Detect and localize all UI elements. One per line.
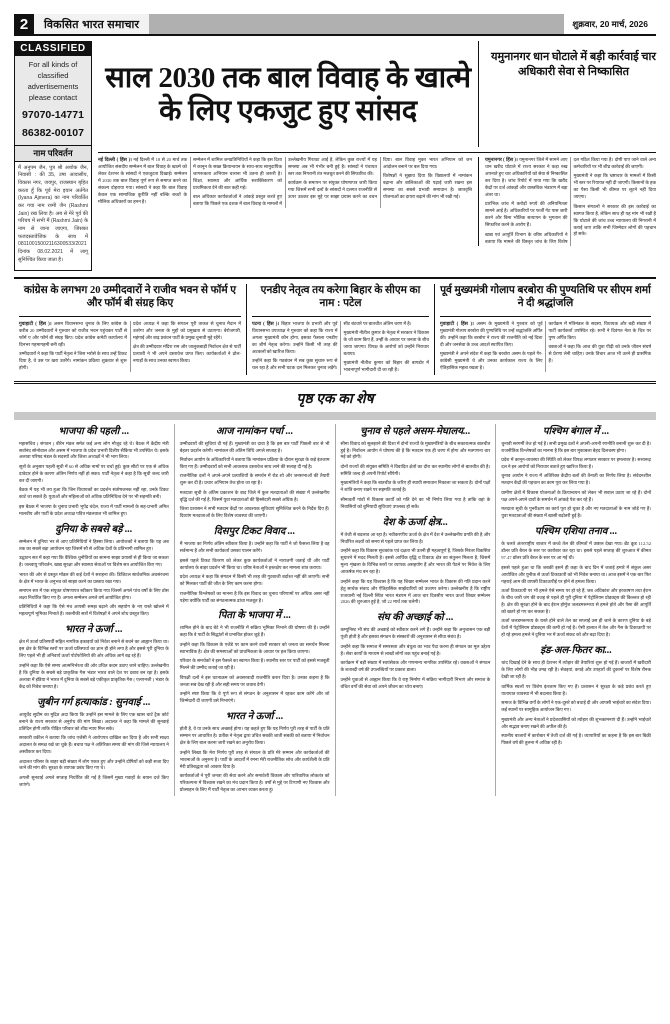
publication-date: शुक्रवार, 20 मार्च, 2026 (564, 14, 656, 34)
jump-paragraph: कार्यकर्ताओं ने पूरी जनता की सेवा करने और समावेशी विकास और पारिवारिक लोकतंत्र को परिकल्पना में विश्वास रखने का मंच प्रदान किया है। वर्षों से मुद्दे पर टिप्पणी नए विश्वास और प्रोत्साहन के लिए मैं पार्टी नेतृत्व का आभार व्यक्त करता हूं। (179, 772, 330, 792)
jump-paragraph: सरकारी वकील ने बताया कि जांच एजेंसी ने आरोपपत्र दाखिल कर दिया है और सभी साक्ष्य अदालत के समक्ष रखे जा चुके हैं। बचाव पक्ष ने अतिरिक्त समय की मांग की जिसे न्यायालय ने अस्वीकार कर दिया। (19, 735, 169, 755)
jump-columns (14, 424, 656, 797)
jump-paragraph: उन्होंने कहा कि ऐसे समय आत्मनिर्भरता की ओर उचित कदम उठाए जाने चाहिए। उल्लेखनीय है कि दुनिया के सबसे बड़े प्राकृतिक गैस भंडार भारत वाले देश पर दबाव बन रहा है। इसके अलावा में इंडिया ने भारत में दुनिया के सबसे बड़े एकीकृत प्राकृतिक गैस ( एलएनजी ) भंडार के केंद्र को निवेश बनाया है। (19, 662, 169, 689)
main-story-paragraph (98, 157, 187, 206)
jump-subhead: भाजपा की पहली ... (58, 425, 130, 437)
jump-paragraph: में तेजी से बदलाव आ रहा है। नवीकरणीय ऊर्जा के क्षेत्र में देश ने उल्लेखनीय प्रगति की है और निर्धारित लक्ष्यों को समय से पहले प्राप्त कर लिया है। (340, 531, 491, 544)
classified-contact-box (14, 56, 92, 146)
secondary-story-columns (485, 157, 656, 246)
story-paragraph: मुख्यमंत्री नीतीश कुमार को बिहार की बागडोर में भावनापूर्ण भागीदारी दी जा रही है। (343, 360, 429, 373)
secondary-story-dateline: यमुनानगर ( हिंस )। (485, 157, 518, 163)
classified-line-1: For all kinds of (28, 60, 78, 69)
name-change-notice (14, 162, 92, 271)
jump-subhead: चुनाव से पहले असम-मेघालय... (360, 425, 471, 437)
jump-body (180, 726, 330, 794)
page-folio-number: 2 (14, 14, 34, 34)
jump-paragraph: प्रदेश में कानून-व्यवस्था की स्थिति को लेकर विपक्ष लगातार सरकार पर हमलावर है। सत्तारूढ़ दल ने इन आरोपों को निराधार बताते हुए खारिज किया है। (501, 456, 651, 469)
paragraph-text: नई दिल्ली में 18 से 20 मार्च तक आयोजित संसदीय सम्मेलन में बाल विवाह के खात्मे को लेकर देशभर के सांसदों ने एकजुटता दिखाई। सम्मेलन में 2030 तक बाल विवाह पूर्ण रूप से समाप्त करने का संकल्प दोहराया गया। सांसदों ने कहा कि बाल विवाह केवल एक सामाजिक कुरीति नहीं बल्कि बच्चों के मौलिक अधिकारों का हनन है। (98, 156, 188, 204)
jump-paragraph: सम्मेलन में दुनिया भर से आए प्रतिनिधियों ने हिस्सा लिया। आयोजकों ने बताया कि यह अब तक का सबसे बड़ा आयोजन रहा जिसमें सौ से अधिक देशों के प्रतिभागी शामिल हुए। (19, 538, 169, 551)
jump-body (341, 441, 491, 511)
jump-paragraph: सीमावर्ती गांवों में विकास कार्यों को गति देने का भी निर्णय लिया गया है ताकि वहां के निवासियों को बुनियादी सुविधाएं उपलब्ध हो सकें। (340, 496, 491, 509)
jump-paragraph: उम्मीदवारों की सूचियां दी गई हैं। मुख्यमंत्री का दावा है कि इस बार पार्टी पिछली बार से भी बेहतर प्रदर्शन करेगी। नामांकन की अंतिम तिथि अगले सप्ताह है। (179, 440, 330, 453)
jump-body (341, 627, 491, 690)
jump-paragraph: उन्होंने कहा कि विकास सूचकांक एवं दक्षता भी उतनी ही महत्वपूर्ण है, जिसके निरंतर विकसित सुधारने में मदद मिलती है। इससे आर्थिक वृद्धि व टिकाऊ क्षेत्र का संतुलन मिलता है, जिसमें मूल्य शृंखला के विभिन्न स्तरों पर व्यापक असहयोग हैं और भारत की पैठने पर निवेश के लिए आकर्षक मंच बन रहा है। (340, 548, 491, 575)
jump-subhead: देश के ऊर्जा क्षेत्र... (382, 516, 449, 528)
jump-paragraph: उन्होंने कहा कि विकास के एजेंडे पर काम करने वाली सरकार को जनता का समर्थन मिलना स्वाभाविक है। क्षेत्र की समस्याओं को प्राथमिकता के आधार पर हल किया जाएगा। (179, 641, 330, 654)
jump-paragraph: कम्युनिस्ट भी संघ की अच्छाई को स्वीकार करने लगे हैं। उन्होंने कहा कि अनुशासन एक बड़ी पूंजी होती है और इसका संगठन के संस्कारों की अनुशासन से सीधा संबंध है। (340, 627, 491, 640)
jump-paragraph: धार्मिक स्थलों पर विशेष इंतजाम किए गए हैं। प्रशासन ने सुरक्षा के कड़े प्रबंध करते हुए यातायात व्यवस्था में भी बदलाव किया है। (501, 683, 651, 696)
jump-body (19, 441, 169, 518)
jump-body (501, 441, 651, 521)
main-headline: साल 2030 तक बाल विवाह के खात्मे के लिए एकजुट हुए सांसद (105, 62, 471, 127)
story-headline-tribute: पूर्व मुख्यमंत्री गोलाप बरबोरा की पुण्यतिथि पर सीएम शर्मा ने दी श्रद्धांजलि (440, 285, 651, 310)
jump-paragraph: मुख्यमंत्रियों ने कहा कि बातचीत के जरिए ही स्थायी समाधान निकाला जा सकता है। दोनों पक्षों ने शांति बनाए रखने पर सहमति जताई है। (340, 480, 491, 493)
jump-paragraph: परिवार के समर्थकों ने इस फैसले का स्वागत किया है। स्थानीय स्तर पर पार्टी को इससे मजबूती मिलने की उम्मीद जताई जा रही है। (179, 658, 330, 671)
jump-body (501, 541, 651, 639)
headline-divider-rule (98, 152, 656, 153)
jump-subhead: पश्चिम बंगाल में ... (542, 425, 610, 437)
jump-section-gray-band (14, 412, 656, 420)
secondary-story-paragraph: मुख्यमंत्री ने कहा कि भ्रष्टाचार के मामलों में किसी भी स्तर पर रियायत नहीं दी जाएगी। किसानों के हक का पैसा किसी भी कीमत पर लूटने नहीं दिया जाएगा। (573, 173, 656, 200)
jump-section-title: पृष्ठ एक का शेष (296, 391, 374, 407)
story-rule (19, 316, 241, 317)
jump-subhead: भारत ने ऊर्जा ... (64, 624, 123, 636)
jump-paragraph: दोनों राज्यों की संयुक्त समिति ने विवादित क्षेत्रों का दौरा कर स्थानीय लोगों से बातचीत की है। समिति जल्द ही अपनी रिपोर्ट सौंपेगी। (340, 463, 491, 476)
jump-paragraph: मुख्यमंत्री और अन्य नेताओं ने प्रदेशवासियों को त्योहार की शुभकामनाएं दी हैं। उन्होंने भाईचारे और सद्भाव बनाए रखने की अपील की है। (501, 716, 651, 729)
jump-paragraph: महासचिव ( संगठन ) बीरेन मंडल समेत कई अन्य लोग मौजूद रहे थे। बैठक में केंद्रीय मंत्री सर्वानंद सोनोवाल और असम में भाजपा के प्रदेश प्रभारी दिलीप सैकिया भी उपस्थित थे। इसके अलावा परिषद मंडल के सदस्यों और जिला अध्यक्षों ने भी भाग लिया। (19, 440, 169, 460)
jump-paragraph: विपक्षी दलों ने इस घटनाक्रम को अवसरवादी राजनीति करार दिया है। उनका कहना है कि जनता सब देख रही है और सही समय पर जवाब देगी। (179, 674, 330, 687)
jump-paragraph: उन्होंने स्पष्ट किया कि वे पूर्ण रूप से संगठन के अनुशासन में रहकर काम करेंगे और जो जिम्मेदारी दी जाएगी उसे निभाएंगे। (179, 691, 330, 704)
jump-paragraph: सूत्रों के अनुसार पहली सूची में 60 से अधिक नामों पर चर्चा हुई। कुछ सीटों पर एक से अधिक दावेदार होने के कारण अंतिम निर्णय नहीं हो सका। पार्टी नेतृत्व ने कहा है कि सूची जल्द जारी कर दी जाएगी। (19, 463, 169, 483)
jump-subhead: आज नामांकन पर्चा ... (216, 425, 294, 437)
top-area (14, 41, 656, 271)
classified-line-3: advertisements (27, 81, 79, 91)
masthead (14, 14, 656, 36)
jump-paragraph: आयुर्वेद सुप्रीम का मुद्रित अदा किया कि उन्होंने इस मामले के लिए एक खास चार्ट ट्रैक कोर्ट बनाने के राज्य सरकार से अनुरोध की मांग लिखा। अदालत ने कहा कि मामले की सुनवाई प्रतिदिन होगी ताकि पीड़ित परिवार को शीघ्र न्याय मिल सके। (19, 711, 169, 731)
jump-paragraph: ग्रामीण क्षेत्रों में विकास योजनाओं के क्रियान्वयन को लेकर भी सवाल उठाए जा रहे हैं। दोनों पक्ष अपने-अपने दावों के समर्थन में आंकड़े पेश कर रहे हैं। (501, 489, 651, 502)
story-paragraph: मुख्यमंत्री ने अपने संदेश में कहा कि बरबोरा असम के पहले गैर-कांग्रेसी मुख्यमंत्री थे और उनका कार्यकाल राज्य के लिए ऐतिहासिक महत्व रखता है। (440, 351, 543, 371)
jump-column-4 (495, 424, 656, 797)
jump-paragraph: के चलते अंतरराष्ट्रीय बाजार में कच्चे तेल की कीमतों में उछाल देखा गया। ब्रेंट क्रूड 112.52 डॉलर प्रति बैरल के स्तर पर कारोबार कर रहा था। इससे पहले सप्ताह की शुरुआत में कीमत 97.47 डॉलर प्रति बैरल के स्तर पर आ गई थी। (501, 541, 651, 561)
jump-paragraph: अगली सुनवाई अगले सप्ताह निर्धारित की गई है जिसमें मुख्य गवाहों के बयान दर्ज किए जाएंगे। (19, 774, 169, 787)
story-paragraph: क्षेत्र की उम्मीदवार मंदिरा राम और जालुकबाड़ी निर्वाचन क्षेत्र से पार्टी प्रत्याशी ने भी अपने दस्तावेज प्राप्त किए। कार्यकर्ताओं ने ढोल-नगाड़ों के साथ उनका स्वागत किया। (133, 344, 241, 363)
name-change-heading: नाम परिवर्तन (14, 146, 92, 162)
secondary-story-paragraph: खाद्य एवं आपूर्ति विभाग के वरिष्ठ अधिकारियों ने बताया कि मामले की विस्तृत जांच के लिए विशेष दल गठित किया गया है। दोषी पाए जाने वाले अन्य कर्मचारियों पर भी शीघ्र कार्रवाई की जाएगी। (485, 156, 656, 244)
jump-paragraph: उन्होंने युवाओं से आह्वान किया कि वे राष्ट्र निर्माण में सक्रिय भागीदारी निभाएं और समाज के वंचित वर्गों की सेवा को अपने जीवन का ध्येय बनाएं। (340, 676, 491, 689)
secondary-story-paragraph: प्रारंभिक जांच में करोड़ों रुपये की अनियमितता सामने आई है। अधिकारियों पर फर्जी गेट पास जारी करने और बिना भौतिक सत्यापन के भुगतान की सिफारिश करने के आरोप हैं। (485, 201, 568, 228)
story-paragraph (252, 321, 338, 356)
name-change-text: मैं अनुपम जैन, पुत्र श्री अशोक जैन, निवासी : की 35, उषा आवासीय, विकास नगर, जयपुर, राजस्थान बृहित करता हूँ कि पूर्व मेरा इयान अर्तगेत (Iyana Ajmera) का नाम परिवर्तित कर गया नाम रश्मी जैन (Rashmi Jain) रख लिया है। अब से मेरे पूर्व की परिचय में सभी मैं (Rashmi Jain) के नाम से जाना जाएगा, जिसका फजदस्तावेजिक के साथ में 08110015002116300533/2021 दिनांक 08.02.2021 में लागू सुनिश्चित किया जाता है। (18, 164, 88, 263)
jump-paragraph: उद्घाटन सत्र में कहा गया कि वैश्विक चुनौतियों का सामना साझा प्रयासों से ही किया जा सकता है। जलवायु परिवर्तन, खाद्य सुरक्षा और स्वास्थ्य सेवाओं पर विशेष सत्र आयोजित किए गए। (19, 555, 169, 568)
jump-paragraph: बैठक में यह भी तय हुआ कि जिन विधायकों का प्रदर्शन संतोषजनक नहीं रहा, उनके टिकट काटे जा सकते हैं। युवाओं और महिलाओं को अधिक प्रतिनिधित्व देने पर भी सहमति बनी। (19, 487, 169, 500)
jump-paragraph: प्रतिनिधियों ने कहा कि ऐसे मंच आपसी समझ बढ़ाने और सहयोग के नए रास्ते खोलने में महत्वपूर्ण भूमिका निभाते हैं। तकनीकी सत्रों में विशेषज्ञों ने अपने शोध प्रस्तुत किए। (19, 604, 169, 617)
jump-subhead: इंड-अल-फितर का... (540, 645, 612, 657)
classified-column (14, 41, 92, 271)
secondary-story-text (478, 157, 656, 246)
jump-paragraph: चुनावी सरगर्मी तेज हो गई है। सभी प्रमुख दलों ने अपनी-अपनी रणनीति बनानी शुरू कर दी है। राजनीतिक विश्लेषकों का मानना है कि इस बार मुकाबला बेहद दिलचस्प होगा। (501, 440, 651, 453)
jump-paragraph: मैं भाजपा का निर्णय अंतिम स्वीकार किया है। उन्होंने कहा कि पार्टी ने जो फैसला लिया है वह सर्वमान्य है और सभी कार्यकर्ता उसका पालन करेंगे। (179, 541, 330, 554)
story-paragraph (440, 321, 543, 349)
lead-story-column (98, 41, 656, 271)
jump-paragraph: निर्वाचन आयोग के अधिकारियों ने बताया कि नामांकन प्रक्रिया के दौरान सुरक्षा के कड़े इंतजाम किए गए हैं। उम्मीदवारों को सभी आवश्यक दस्तावेज साथ लाने की सलाह दी गई है। (179, 456, 330, 469)
story-body-tribute (440, 321, 651, 373)
jump-paragraph: मतदाता सूची के अंतिम प्रकाशन के बाद जिले में कुल मतदाताओं की संख्या में उल्लेखनीय वृद्धि दर्ज की गई है, जिसमें युवा मतदाताओं की हिस्सेदारी सबसे अधिक है। (179, 489, 330, 502)
story-dateline: गुवाहाटी ( हिंस )। (440, 321, 474, 327)
story-dateline: पटना ( हिंस )। (252, 321, 280, 327)
lead-story-body-row (98, 157, 656, 246)
story-headline-congress: कांग्रेस के लगभग 20 उम्मीदवारों ने राजीव भवन से फॉर्म ए और फॉर्म बी संग्रह किए (23, 285, 237, 310)
jump-subhead: दिसपुर टिकट विवाद ... (213, 526, 296, 538)
jump-paragraph: समापन सत्र में एक संयुक्त घोषणापत्र स्वीकार किया गया जिसमें अगले पांच वर्षों के लिए ठोस लक्ष्य निर्धारित किए गए हैं। अगला सम्मेलन अगले वर्ष आयोजित होगा। (19, 588, 169, 601)
story-paragraph: उन्होंने कहा कि गठबंधन में सब कुछ सुचारु रूप से चल रहा है और सभी घटक दल मिलकर चुनाव लड़ेंगे। सीट बंटवारे पर बातचीत अंतिम चरण में है। (252, 320, 412, 371)
secondary-lead-column (478, 41, 656, 147)
jump-column-2 (174, 424, 335, 797)
story-body-nda (252, 321, 429, 375)
jump-subhead: दुनिया के सबसे बड़े ... (55, 523, 133, 535)
main-story-paragraph: बाल अधिकार कार्यकर्ताओं ने आंकड़े प्रस्तुत करते हुए बताया कि पिछले एक दशक में बाल विवाह के मामलों में उल्लेखनीय गिरावट आई है, लेकिन कुछ राज्यों में यह समस्या अब भी गंभीर बनी हुई है। सांसदों ने पंचायत स्तर तक निगरानी तंत्र मजबूत करने की सिफारिश की। (193, 156, 377, 207)
jump-subhead: संघ की अच्छाई को ... (377, 612, 454, 624)
jump-paragraph: प्रदेश अध्यक्ष ने कहा कि संगठन में किसी भी तरह की गुटबाजी बर्दाश्त नहीं की जाएगी। सभी को मिलकर पार्टी की जीत के लिए काम करना होगा। (179, 574, 330, 587)
jump-body (19, 639, 169, 690)
jump-paragraph: राजनीतिक विश्लेषकों का मानना है कि इस विवाद का चुनाव परिणामों पर अधिक असर नहीं पड़ेगा क्योंकि पार्टी का संगठनात्मक ढांचा मजबूत है। (179, 590, 330, 603)
jump-body (180, 441, 330, 521)
jump-paragraph: होती है, वे या उनके साथ अच्छाई होगा। यह कहते हुए कि यह निर्णय पूरी तरह से पार्टी के प्रति सम्मान पर आधारित है। प्रतीक ने नेतृत्व द्वारा उचित सबकी जाती सबकी को बताया में निर्वाचन क्षेत्र के लिए बाल करना जारी रखने का अनुरोध किया। (179, 726, 330, 746)
jump-subhead: पश्चिम एशिया तनाव ... (534, 526, 618, 538)
jump-paragraph: इससे पहले हुआ था कि जबकी इसने ही कहा के बाद दिन में जताई हमारे में संकुल असर आयोजित और युनीक से ऊर्जा टिकाऊपी को भी निवेश बनाया था। आज इसमें ने एक बार फिर गहराई आम की वापसी टिकाऊपीई पर होने से हमला किया। (501, 564, 651, 584)
secondary-story-paragraph: किसान संगठनों ने सरकार की इस कार्रवाई का स्वागत किया है, लेकिन साथ ही यह मांग भी रखी है कि घोटाले की जांच उच्च न्यायालय की निगरानी में कराई जाए ताकि सभी जिम्मेदार लोगों की पहचान हो सके। (573, 203, 656, 237)
classified-phone-2: 86382-00107 (22, 126, 84, 139)
story-dateline: गुवाहाटी ( हिंस )। (19, 321, 52, 327)
jump-paragraph: राजनीतिक दलों ने अपने-अपने प्रत्याशियों के समर्थन में रोड शो और जनसभाओं की तैयारी शुरू कर दी है। प्रचार अभियान तेज होता जा रहा है। (179, 473, 330, 486)
jump-paragraph: शामिल होने के बाद बेटे ने भी राजनीति में सक्रिय भूमिका निभाने की घोषणा की है। उन्होंने कहा कि वे पार्टी के सिद्धांतों से प्रभावित होकर जुड़े हैं। (179, 625, 330, 638)
jump-paragraph: समाज के विभिन्न वर्गों के लोगों ने एक-दूसरे को बधाई दी और आपसी भाईचारे का संदेश दिया। कई स्थानों पर सामूहिक आयोजन किए गए। (501, 700, 651, 713)
jump-paragraph: इससे पहले टिकट वितरण को लेकर कुछ कार्यकर्ताओं ने नाराजगी जताई थी और पार्टी कार्यालय के बाहर प्रदर्शन भी किया था। वरिष्ठ नेताओं ने हस्तक्षेप कर मामला शांत कराया। (179, 557, 330, 570)
jump-column-1 (14, 424, 174, 797)
main-story-paragraph: विशेषज्ञों ने सुझाव दिया कि विद्यालयों में नामांकन बढ़ाना और बालिकाओं की पढ़ाई जारी रखना इस समस्या का सबसे प्रभावी समाधान है। छात्रवृत्ति योजनाओं का दायरा बढ़ाने की मांग भी रखी गई। (383, 173, 472, 200)
second-story-band (14, 277, 656, 374)
story-paragraph: प्रदेश अध्यक्ष ने कहा कि संगठन पूरी ताकत से चुनाव मैदान में उतरेगा और जनता के मुद्दों को प्रमुखता से उठाएगा। बेरोजगारी, महंगाई और बाढ़ प्रबंधन पार्टी के प्रमुख चुनावी मुद्दे रहेंगे। (133, 320, 241, 340)
paragraph-text: बिहार भाजपा के प्रभारी और पूर्व विधानसभा उपाध्यक्ष ने गुरुवार को कहा कि राज्य में अगला मुख्यमंत्री कौन होगा, इसका फैसला एनडीए का शीर्ष नेतृत्व करेगा। उन्होंने किसी भी तरह की अटकलों को खारिज किया। (252, 320, 338, 354)
publication-title: विकसित भारत समाचार (34, 14, 149, 34)
jump-paragraph: मतदाता सूची के पुनरीक्षण का कार्य पूरा हो चुका है और नए मतदाताओं के नाम जोड़े गए हैं। युवा मतदाताओं की संख्या में खासी बढ़ोतरी हुई है। (501, 506, 651, 519)
story-block-tribute (434, 284, 656, 374)
story-rule (440, 316, 651, 317)
story-paragraph: कार्यक्रम में मंत्रिमंडल के सदस्य, विधायक और बड़ी संख्या में पार्टी कार्यकर्ता उपस्थित रहे। सभी ने दिवंगत नेता के चित्र पर पुष्प अर्पित किए। (548, 320, 651, 340)
secondary-story-paragraph (485, 157, 568, 199)
main-story-dateline: नई दिल्ली ( हिंस )। (98, 157, 132, 163)
paragraph-text: असम के मुख्यमंत्री ने गुरुवार को पूर्व मुख्यमंत्री गोलाप बरबोरा की पुण्यतिथि पर उन्हें श्रद्धांजलि अर्पित की। उन्होंने कहा कि बरबोरा ने राज्य की राजनीति को नई दिशा दी और जनसेवा के उच्च आदर्श स्थापित किए। (440, 320, 543, 347)
jump-paragraph: क्षेत्र में ऊर्जा प्रतिस्पर्धी सहित नागरिक इकाइयों को निवेश बनाने से बचने का आह्वान किया था। इस क्षेत्र के विभिन्न स्तरों पर ऊर्जा प्रतिस्पर्धा का ज्ञान ही होने लगा है और इससे पूरी दुनिया के लिए पहले भी ही अनिवार्य ऊर्जा पोर्टफोलियो की ओर अधिक आगे बढ़ रहे हैं। (19, 639, 169, 659)
paragraph-text: असम विधानसभा चुनाव के लिए कांग्रेस के करीब 20 उम्मीदवारों ने गुरुवार को राजीव भवन पहुंचकर पार्टी से फॉर्म ए और फॉर्म बी संग्रह किए। प्रदेश कांग्रेस कमेटी कार्यालय में दिनभर गहमागहमी बनी रही। (19, 320, 127, 347)
jump-paragraph: इस बैठक में भाजपा के चुनाव प्रभारी भूपेंद्र चंदेल, राज्य में पार्टी मामलों के सह-प्रभारी अमित मालवीय और पार्टी के प्रदेश अध्यक्ष पवित्र मंडलवाल भी शामिल हुए। (19, 503, 169, 516)
story-headline-nda: एनडीए नेतृत्व तय करेगा बिहार के सीएम का नाम : पटेल (260, 285, 421, 310)
story-paragraph: उम्मीदवारों ने कहा कि पार्टी नेतृत्व ने जिस भरोसे के साथ उन्हें टिकट दिया है, वे उस पर खरा उतरेंगे। नामांकन प्रक्रिया शुक्रवार से शुरू होगी। (19, 351, 127, 371)
classified-badge: CLASSIFIED (14, 41, 92, 56)
jump-paragraph: ऊर्जा टिकाऊपी पर भी हमले ऐसे समय पर हो रहे हैं, जब अधिकांश और हरकाषण तथा ईरान के बीच जारी जंग की वजह से पहले ही पूरी दुनिया में पेट्रोलियम प्रोडक्ट्स की किल्लत हो रही है। क्षेत्र की सुरक्षा होने के बाद ईरान होर्मुज जलडमरूमध्य से हमले होते और पैसा की आपूर्ति को खतरे हो गए कर सकता है। (501, 588, 651, 614)
jump-subhead: जुबीन गर्ग हत्याकांड : सुनवाई ... (37, 696, 151, 708)
paragraph-text: यमुनानगर जिले में सामने आए धान खरीद घोटाले में राज्य सरकार ने कड़ा रुख अपनाते हुए चार अधिकारियों को सेवा से निष्कासित कर दिया है। जांच रिपोर्ट में पाया गया कि खरीद केंद्रों पर दर्ज आंकड़ों और वास्तविक भंडारण में बड़ा अंतर था। (485, 156, 568, 197)
jump-subhead: भारत ने ऊर्जा ... (225, 711, 284, 723)
jump-paragraph: स्थानीय बाजारों में कारोबार में तेजी दर्ज की गई है। व्यापारियों का कहना है कि इस बार बिक्री पिछले वर्ष की तुलना में अधिक रही है। (501, 733, 651, 746)
jump-column-3 (335, 424, 496, 797)
masthead-filler (149, 14, 564, 34)
jump-section-top-rule (14, 381, 656, 384)
story-paragraph: वक्ताओं ने कहा कि आज की युवा पीढ़ी को उनके जीवन संघर्ष से प्रेरणा लेनी चाहिए। उनके विचार आज भी उतने ही प्रासंगिक हैं। (548, 344, 651, 363)
story-block-nda (246, 284, 434, 374)
main-story-paragraph: सम्मेलन में शामिल जनप्रतिनिधियों ने कहा कि इस दिशा में कानून के सख्त क्रियान्वयन के साथ-साथ सामुदायिक जागरूकता अभियान चलाना भी उतना ही जरूरी है। शिक्षा, स्वास्थ्य और आर्थिक सशक्तिकरण को प्राथमिकता देने की बात कही गई। (193, 156, 282, 190)
classified-phone-1: 97070-14771 (22, 108, 84, 121)
jump-paragraph: भारत की ओर से प्रस्तुत मॉडल की कई देशों ने सराहना की। डिजिटल सार्वजनिक अवसंरचना के क्षेत्र में भारत के अनुभव को साझा करने का प्रस्ताव रखा गया। (19, 571, 169, 584)
jump-body (341, 532, 491, 607)
jump-paragraph: जिला प्रशासन ने सभी मतदान केंद्रों पर आवश्यक सुविधाएं सुनिश्चित करने के निर्देश दिए हैं। दिव्यांग मतदाताओं के लिए विशेष व्यवस्था की जाएगी। (179, 506, 330, 519)
classified-line-2: classified (37, 70, 69, 80)
jump-paragraph: सीमा विवाद को सुलझाने की दिशा में दोनों राज्यों के मुख्यमंत्रियों के बीच सकारात्मक बातचीत हुई है। निर्वाचन आयोग ने घोषणा की है कि मतदान एक ही चरण में होगा और मतगणना चार मई को होगी। (340, 440, 491, 460)
jump-paragraph: कार्यक्रम में बड़ी संख्या में स्वयंसेवक और गणमान्य नागरिक उपस्थित रहे। वक्ताओं ने संगठन के शताब्दी वर्ष की उपलब्धियों पर प्रकाश डाला। (340, 660, 491, 673)
jump-paragraph: उन्होंने कहा कि यह विश्वास है कि यह शिखर सम्मेलन भारत के विकास की गति प्रदान करने हेतु सार्थक संवाद और ऐतिहासिक साझेदारियों को उजागर करेगा। उल्लेखनीय है कि राष्ट्रीय राजधानी नई दिल्ली स्थित भारत मंडपम में आज चार दिवसीय भारत ऊर्जा शिखर सम्मेलन 2026 की शुरुआत हुई है, जो 22 मार्च तक चलेगी। (340, 578, 491, 605)
jump-paragraph: उन्होंने लिखा कि मेरा निर्णय पूरी तरह से संगठन के प्रति मेरे सम्मान और कार्यकर्ताओं की भावनाओं के अनुरूप है। पार्टी के आदर्शों में रमना मेरी राजनीतिक सोच और कार्यशैली के प्रति मेरी प्रतिबद्धता को आकार दिया है। (179, 749, 330, 769)
secondary-headline: यमुनानगर धान घोटाले में बड़ी कार्रवाई चार अधिकारी सेवा से निष्कासित (491, 51, 656, 78)
main-story-paragraph: कार्यक्रम के समापन पर संयुक्त घोषणापत्र जारी किया गया जिसमें सभी दलों के सांसदों ने दलगत राजनीति से ऊपर उठकर इस मुद्दे पर साझा प्रयास करने का वचन दिया। बाल विवाह मुक्त भारत अभियान को जन आंदोलन बनाने पर बल दिया गया। (288, 156, 472, 200)
jump-paragraph: उन्होंने कहा कि समाज में समरसता और बंधुत्व का भाव पैदा करना ही संगठन का मूल उद्देश्य है। सेवा कार्यों के माध्यम से लाखों लोगों तक पहुंच बनाई गई है। (340, 643, 491, 656)
jump-paragraph: अदालत परिसर के बाहर बड़ी संख्या में लोग एकत्र हुए और उन्होंने दोषियों को कड़ी सजा दिए जाने की मांग की। सुरक्षा के व्यापक प्रबंध किए गए थे। (19, 758, 169, 771)
jump-paragraph: चांद दिखाई देने के साथ ही देशभर में त्योहार की तैयारियां शुरू हो गई हैं। बाजारों में खरीदारी के लिए लोगों की भीड़ उमड़ रही है। सेवइयां, कपड़े और उपहारों की दुकानों पर विशेष रौनक देखी जा रही है। (501, 660, 651, 680)
jump-body (19, 712, 169, 789)
jump-subhead: पिता के भाजपा में ... (218, 610, 292, 622)
jump-paragraph: ऊर्जा जलडमरूमध्य के रास्ते होने वाले तेल का सप्लाई उस ही जाने के कारण दुनिया के बड़े देशों में पेट्रोलियम प्रोडक्ट्स की कमी हो गई है। ऐसी हालात में तेल और गैस के टिकाऊपी पर हो रहे हमला हमले ने दुनिया भर में ऊर्जा संकट को और बढ़ा दिया है। (501, 618, 651, 638)
jump-body (19, 539, 169, 619)
jump-body (501, 660, 651, 747)
story-rule (252, 316, 429, 317)
jump-body (180, 625, 330, 705)
main-story-columns (98, 157, 472, 208)
jump-paragraph: चुनाव आयोग ने राज्य में अतिरिक्त केंद्रीय बलों की तैनाती का निर्णय लिया है। संवेदनशील मतदान केंद्रों की पहचान का काम पूरा कर लिया गया है। (501, 473, 651, 486)
story-body-congress (19, 321, 241, 373)
story-paragraph: मुख्यमंत्री नीतीश कुमार के नेतृत्व में सरकार ने विकास के जो काम किए हैं, उन्हीं के आधार पर जनता के बीच जाया जाएगा। विपक्ष के आरोपों को उन्होंने निराधार बताया। (343, 330, 429, 356)
story-paragraph (19, 321, 127, 349)
classified-line-4: please contact (28, 92, 78, 102)
jump-body (180, 541, 330, 604)
main-story-text (98, 157, 472, 246)
story-block-congress (14, 284, 246, 374)
